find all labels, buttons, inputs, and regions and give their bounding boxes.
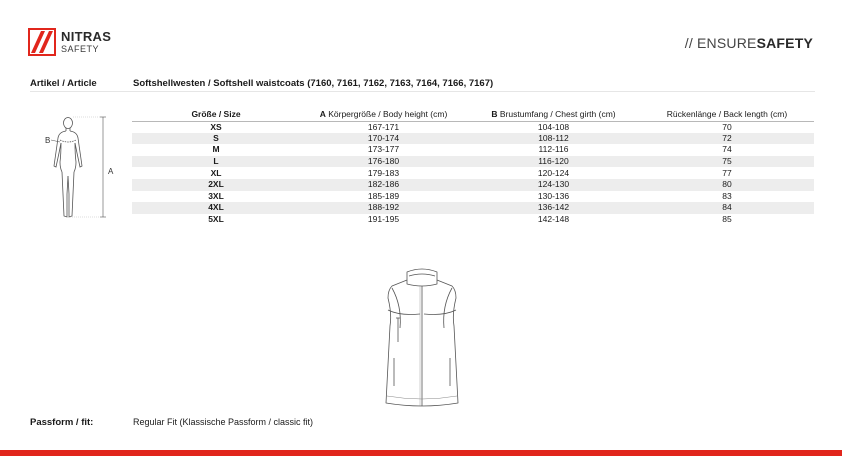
size-table-header	[132, 108, 814, 121]
nitras-logo-icon	[28, 28, 56, 56]
tagline	[685, 35, 813, 51]
size-cell: 3XL	[208, 190, 224, 201]
footer-accent-bar	[0, 450, 842, 456]
table-row	[132, 167, 814, 179]
size-cell: 5XL	[208, 214, 224, 225]
label-a: A	[108, 167, 114, 176]
article-value: Softshellwesten / Softshell waistcoats (7160, 7161, 7162, 7163, 7164, 7166, 7167)	[133, 78, 494, 89]
back-cell: 77	[722, 167, 732, 178]
header-chest-girth: B Brustumfang / Chest girth (cm)	[467, 108, 640, 121]
height-cell: 167-171	[367, 121, 400, 132]
header-back-length: Rückenlänge / Back length (cm)	[640, 108, 814, 121]
size-cell: M	[212, 144, 220, 155]
table-row	[132, 191, 814, 203]
size-cell: XL	[210, 167, 222, 178]
table-row	[132, 214, 814, 226]
chest-cell: 120-124	[537, 167, 570, 178]
table-row	[132, 133, 814, 145]
body-outline-icon	[54, 118, 82, 218]
size-cell: XS	[210, 121, 222, 132]
table-row	[132, 179, 814, 191]
back-cell: 85	[722, 214, 732, 225]
fit-label: Passform / fit:	[30, 417, 94, 428]
height-cell: 176-180	[300, 156, 467, 168]
article-row	[30, 78, 815, 92]
back-cell: 72	[640, 133, 814, 145]
softshell-vest-icon	[380, 266, 464, 409]
back-cell: 75	[640, 156, 814, 168]
back-cell: 70	[722, 121, 732, 132]
brand-logo	[28, 28, 138, 60]
article-label: Artikel / Article	[30, 78, 97, 89]
back-cell: 80	[640, 179, 814, 191]
brand-sub: SAFETY	[61, 44, 100, 54]
tagline-bold: SAFETY	[756, 35, 813, 51]
size-cell: 4XL	[132, 202, 300, 214]
table-row	[132, 121, 814, 133]
brand-name: NITRAS	[61, 29, 112, 44]
height-cell: 185-189	[367, 190, 400, 201]
chest-cell: 124-130	[467, 179, 640, 191]
height-cell: 191-195	[367, 214, 400, 225]
label-b: B	[45, 136, 51, 145]
body-measurement-figure	[40, 116, 120, 226]
table-row	[132, 144, 814, 156]
height-cell: 179-183	[367, 167, 400, 178]
chest-cell: 108-112	[467, 133, 640, 145]
size-cell: 2XL	[132, 179, 300, 191]
height-cell: 170-174	[300, 133, 467, 145]
height-cell: 173-177	[367, 144, 400, 155]
chest-cell: 130-136	[537, 190, 570, 201]
chest-cell: 112-116	[538, 144, 569, 155]
fit-value: Regular Fit (Klassische Passform / classic fit)	[133, 417, 314, 427]
header-body-height: A Körpergröße / Body height (cm)	[300, 108, 467, 121]
back-cell: 74	[722, 144, 732, 155]
tagline-prefix: // ENSURE	[684, 35, 757, 51]
chest-cell: 142-148	[537, 214, 570, 225]
height-cell: 182-186	[300, 179, 467, 191]
height-cell: 188-192	[300, 202, 467, 214]
chest-cell: 136-142	[467, 202, 640, 214]
size-cell: S	[132, 133, 300, 145]
back-cell: 83	[722, 190, 732, 201]
table-row	[132, 202, 814, 214]
back-cell: 84	[640, 202, 814, 214]
header-size: Größe / Size	[132, 108, 300, 121]
table-row	[132, 156, 814, 168]
size-cell: L	[132, 156, 300, 168]
chest-cell: 116-120	[467, 156, 640, 168]
size-table	[132, 108, 814, 225]
chest-cell: 104-108	[537, 121, 570, 132]
